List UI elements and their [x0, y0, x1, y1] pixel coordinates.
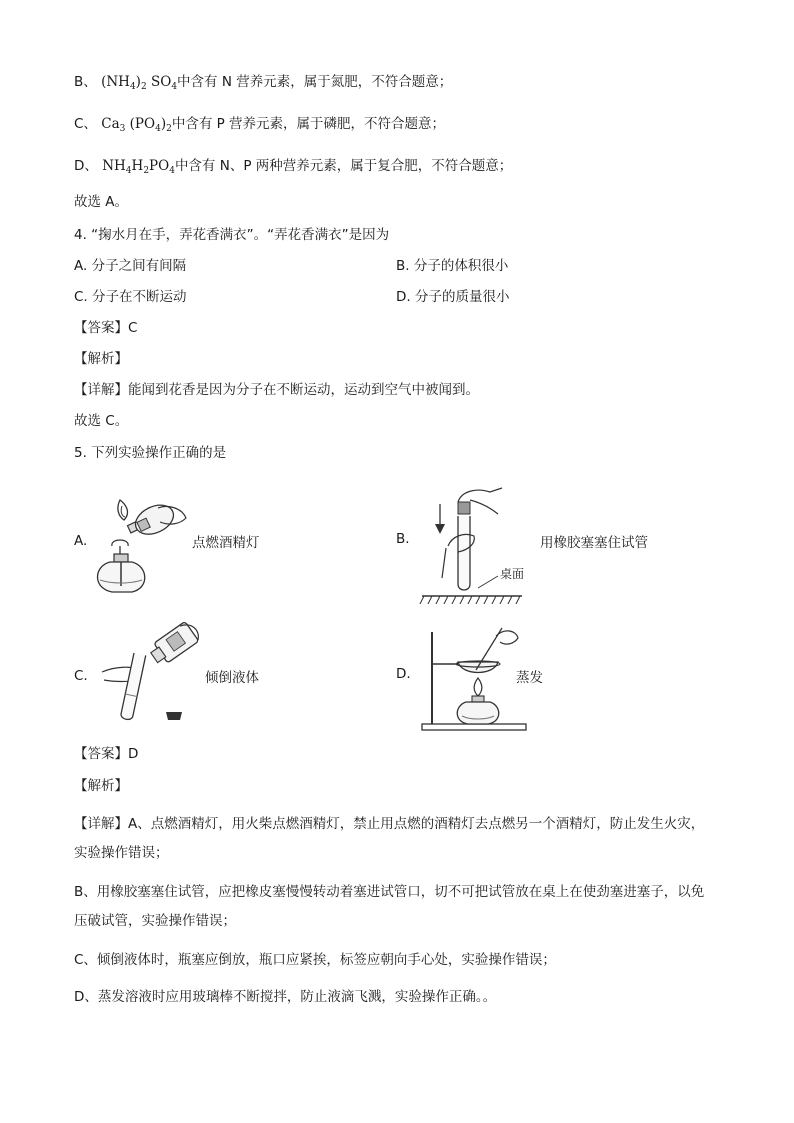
q5-option-c-letter: C.	[74, 668, 88, 684]
q5-answer	[74, 744, 138, 764]
pouring-liquid-figure	[96, 612, 206, 724]
q5-option-d-caption: 蒸发	[516, 670, 543, 686]
q5-option-a-caption: 点燃酒精灯	[192, 535, 260, 551]
explanation-text: 中含有 P 营养元素，属于磷肥，不符合题意；	[171, 116, 446, 132]
q5-detail-a-line2: 实验操作错误；	[74, 845, 169, 861]
q4-choose: 故选 C。	[74, 413, 129, 429]
q4-option-c: C. 分子在不断运动	[74, 289, 187, 305]
q5-detail-b-line1: B、用橡胶塞塞住试管，应把橡皮塞慢慢转动着塞进试管口，切不可把试管放在桌上在使劲塞进塞子，以免	[74, 884, 705, 900]
q3-option-b-explanation	[74, 72, 452, 97]
q4-option-b: B. 分子的体积很小	[396, 258, 509, 274]
q4-answer	[74, 318, 137, 338]
q5-detail-c: C、倾倒液体时，瓶塞应倒放，瓶口应紧挨，标签应朝向手心处，实验操作错误；	[74, 952, 556, 968]
answer-value: D	[128, 746, 139, 762]
q5-option-d-letter: D.	[396, 666, 411, 682]
q5-detail-a-line1	[74, 814, 704, 834]
explanation-text: 中含有 N、P 两种营养元素，属于复合肥，不符合题意；	[174, 158, 513, 174]
q5-analysis-label: 【解析】	[74, 778, 128, 794]
q5-detail-d: D、蒸发溶液时应用玻璃棒不断搅拌，防止液滴飞溅，实验操作正确。。	[74, 989, 497, 1005]
chemical-formula: $(NH_4)_2$ $SO_4$	[101, 74, 178, 92]
answer-label: 【答案】	[74, 320, 128, 336]
q5-option-a-letter: A.	[74, 533, 88, 549]
detail-text: A、点燃酒精灯，用火柴点燃酒精灯，禁止用点燃的酒精灯去点燃另一个酒精灯，防止发生火灾，	[128, 816, 705, 832]
alcohol-lamp-lighting-figure	[90, 488, 195, 598]
q4-detail	[74, 380, 479, 400]
table-label: 桌面	[500, 567, 525, 581]
q5-option-b-letter: B.	[396, 531, 410, 547]
q5-detail-b-line2: 压破试管，实验操作错误；	[74, 913, 236, 929]
q4-stem: 4. “掬水月在手，弄花香满衣”。“弄花香满衣”是因为	[74, 227, 390, 243]
chemical-formula: $NH_4H_2PO_4$	[102, 158, 175, 176]
q5-stem: 5. 下列实验操作正确的是	[74, 445, 227, 461]
q3-option-d-explanation	[74, 156, 512, 181]
option-letter: B、	[74, 74, 97, 90]
answer-label: 【答案】	[74, 746, 128, 762]
explanation-text: 中含有 N 营养元素，属于氮肥，不符合题意；	[177, 74, 453, 90]
q4-option-d: D. 分子的质量很小	[396, 289, 510, 305]
option-letter: C、	[74, 116, 97, 132]
detail-label: 【详解】	[74, 816, 128, 832]
q5-option-c-caption: 倾倒液体	[205, 670, 259, 686]
q4-analysis-label: 【解析】	[74, 351, 128, 367]
q3-choose: 故选 A。	[74, 194, 129, 210]
evaporation-apparatus-figure	[418, 620, 528, 732]
chemical-formula: $Ca_3$ $(PO_4)_2$	[101, 116, 172, 134]
q3-option-c-explanation	[74, 114, 445, 139]
q5-option-b-caption: 用橡胶塞塞住试管	[540, 535, 648, 551]
detail-label: 【详解】	[74, 382, 128, 398]
answer-value: C	[128, 320, 138, 336]
test-tube-stopper-figure	[418, 484, 528, 606]
detail-text: 能闻到花香是因为分子在不断运动，运动到空气中被闻到。	[128, 382, 479, 398]
option-letter: D、	[74, 158, 98, 174]
q4-option-a: A. 分子之间有间隔	[74, 258, 187, 274]
